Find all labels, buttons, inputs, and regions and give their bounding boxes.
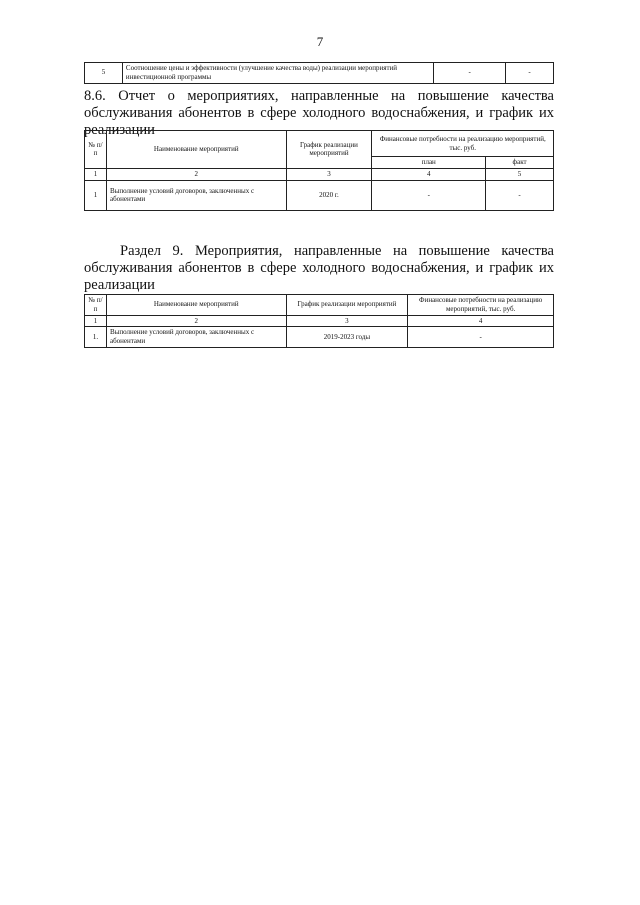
previous-table [84, 62, 554, 84]
header-fact: факт [486, 157, 554, 169]
cell-schedule: 2020 г. [286, 180, 372, 210]
cell-name: Выполнение условий договоров, заключенных с абонентами [106, 180, 286, 210]
header-name: Наименование мероприятий [106, 295, 286, 316]
header-schedule: График реализации мероприятий [286, 295, 408, 316]
cell-fact: - [486, 180, 554, 210]
header-plan: план [372, 157, 486, 169]
index-cell: 5 [486, 168, 554, 180]
index-cell: 4 [372, 168, 486, 180]
index-cell: 2 [106, 168, 286, 180]
cell-fact: - [506, 63, 554, 84]
cell-num: 5 [85, 63, 123, 84]
header-name: Наименование мероприятий [106, 131, 286, 169]
page-number: 7 [316, 34, 324, 49]
heading-line: обслуживания абонентов в сфере холодного водоснабжения, и график их [84, 260, 554, 276]
heading-line: реализации [84, 122, 155, 138]
cell-plan: - [434, 63, 506, 84]
cell-finance: - [408, 327, 554, 348]
header-num: № п/п [85, 131, 107, 169]
heading-line: реализации [84, 277, 155, 293]
section-9-heading [84, 243, 554, 294]
section-8-6-table [84, 130, 554, 211]
index-row [85, 315, 554, 327]
cell-schedule: 2019-2023 годы [286, 327, 408, 348]
heading-line: обслуживания абонентов в сфере холодного водоснабжения, и график их [84, 105, 554, 121]
cell-name: Соотношение цены и эффективности (улучшение качества воды) реализации мероприятий инвестиционной программы [122, 63, 433, 84]
header-schedule: График реализации мероприятий [286, 131, 372, 169]
table-row [85, 180, 554, 210]
cell-num: 1 [85, 180, 107, 210]
heading-line: 8.6. Отчет о мероприятиях, направленные на повышение качества [84, 88, 554, 104]
table-row [85, 327, 554, 348]
index-row [85, 168, 554, 180]
cell-plan: - [372, 180, 486, 210]
index-cell: 3 [286, 168, 372, 180]
index-cell: 1 [85, 315, 107, 327]
table-row [85, 63, 554, 84]
index-cell: 2 [106, 315, 286, 327]
header-finance: Финансовые потребности на реализацию мероприятий, тыс. руб. [408, 295, 554, 316]
cell-num: 1. [85, 327, 107, 348]
header-num: № п/п [85, 295, 107, 316]
index-cell: 3 [286, 315, 408, 327]
header-finance: Финансовые потребности на реализацию мероприятий, тыс. руб. [372, 131, 554, 157]
section-9-table [84, 294, 554, 348]
index-cell: 1 [85, 168, 107, 180]
heading-line: Раздел 9. Мероприятия, направленные на повышение качества [120, 243, 554, 259]
index-cell: 4 [408, 315, 554, 327]
cell-name: Выполнение условий договоров, заключенных с абонентами [106, 327, 286, 348]
